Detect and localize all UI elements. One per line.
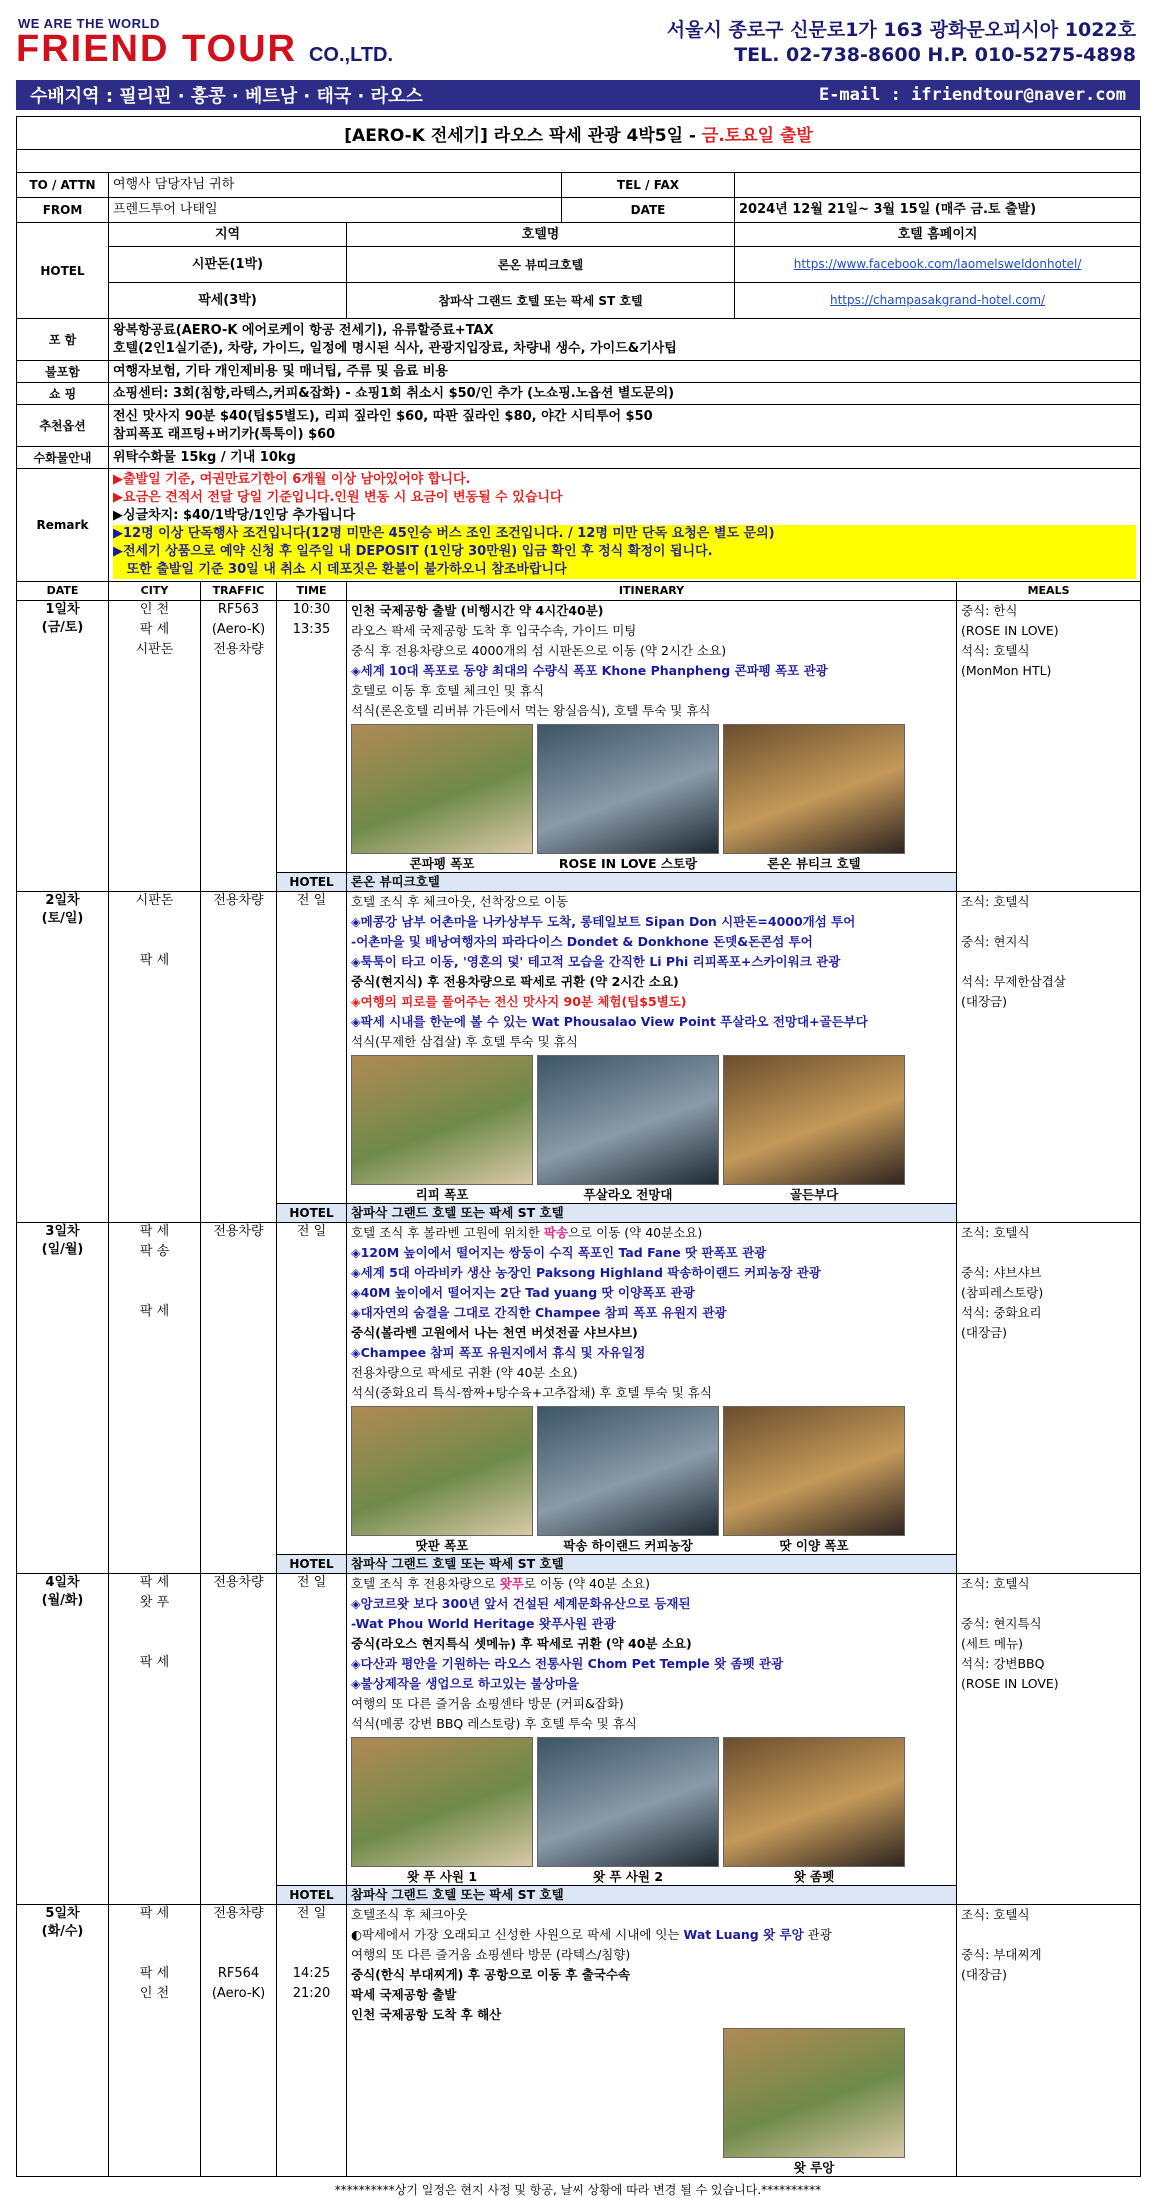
- photo-caption: 팍송 하이랜드 커피농장: [563, 1538, 693, 1553]
- photo-image: [351, 1406, 533, 1536]
- company-contact: [667, 18, 1136, 68]
- hotel-region: 시판돈(1박): [109, 247, 347, 283]
- photo-strip: [351, 724, 952, 872]
- col-itinerary: ITINERARY: [347, 582, 957, 601]
- photo-image: [351, 1055, 533, 1185]
- hotel-label: HOTEL: [17, 223, 109, 319]
- itinerary-line: 중식(한식 부대찌게) 후 공항으로 이동 후 출국수속: [351, 1967, 631, 1982]
- excluded-value: 여행자보험, 기타 개인제비용 및 매너팁, 주류 및 음료 비용: [109, 361, 1141, 383]
- col-meals: MEALS: [957, 582, 1141, 601]
- photo-image: [537, 1406, 719, 1536]
- photo-caption: 리피 폭포: [415, 1187, 469, 1202]
- day-itinerary: [347, 892, 957, 1204]
- col-traffic: TRAFFIC: [201, 582, 277, 601]
- itinerary-document: [16, 14, 1140, 2198]
- disclaimer-footer: **********상기 일정은 현지 사정 및 항공, 날씨 상황에 따라 변경 될 수 있습니다.**********: [334, 2183, 822, 2197]
- date-label: DATE: [562, 198, 735, 223]
- itinerary-line: 석식(무제한 삼겹살) 후 호텔 투숙 및 휴식: [351, 1034, 578, 1049]
- day-meals: 조식: 호텔식 중식: 현지식 석식: 무제한삼겹살 (대장금): [957, 892, 1141, 1223]
- photo-image: [723, 1406, 905, 1536]
- photo-caption: 푸살라오 전망대: [583, 1187, 673, 1202]
- day-hotel-name: 참파삭 그랜드 호텔 또는 팍세 ST 호텔: [347, 1886, 957, 1905]
- brand-name: FRIEND TOUR: [16, 28, 297, 70]
- photo-image: [723, 1055, 905, 1185]
- photo: [723, 1406, 905, 1554]
- day-city: 팍 세 팍 송 팍 세: [109, 1223, 201, 1574]
- remark-label: Remark: [17, 469, 109, 582]
- photo-image: [723, 1737, 905, 1867]
- day-itinerary: [347, 1223, 957, 1555]
- photo: [537, 1406, 719, 1554]
- itinerary-line: 석식(중화요리 특식-짬짜+탕수육+고추잡채) 후 호텔 투숙 및 휴식: [351, 1385, 712, 1400]
- day-meals: 조식: 호텔식 중식: 현지특식 (세트 메뉴) 석식: 강변BBQ (ROSE IN LOVE): [957, 1574, 1141, 1905]
- photo-caption: 콘파펭 폭포: [409, 856, 475, 871]
- itinerary-line: 여행의 또 다른 즐거움 쇼핑센타 방문 (커피&잡화): [351, 1696, 624, 1711]
- itinerary-line: 전용차량으로 팍세로 귀환 (약 40분 소요): [351, 1365, 578, 1380]
- options-value: 전신 맛사지 90분 $40(팁$5별도), 리피 짚라인 $60, 따판 짚라인 $80, 야간 시티투어 $50 참피폭포 래프팅+버기카(툭툭이) $60: [109, 405, 1141, 447]
- photo-caption: ROSE IN LOVE 스토랑: [558, 856, 698, 871]
- day-itinerary: [347, 1574, 957, 1886]
- quote-table: [16, 116, 1141, 2177]
- photo: [351, 1406, 533, 1554]
- included-value: 왕복항공료(AERO-K 에어로케이 항공 전세기), 유류할증료+TAX 호텔(2인1실기준), 차량, 가이드, 일정에 명시된 식사, 관광지입장료, 차량내 생수, 가이드&기사팁: [109, 319, 1141, 361]
- baggage-label: 수화물안내: [17, 447, 109, 469]
- telfax-value: [735, 173, 1141, 198]
- itinerary-line: ◈다산과 평안을 기원하는 라오스 전통사원 Chom Pet Temple 왓 좀펫 관광: [351, 1656, 784, 1671]
- hotel-col-site: 호텔 홈페이지: [735, 223, 1141, 247]
- photo-image: [537, 1055, 719, 1185]
- day-time: 전 일 14:25 21:20: [277, 1905, 347, 2177]
- itinerary-line: 여행의 또 다른 즐거움 쇼핑센타 방문 (라텍스/침향): [351, 1947, 631, 1962]
- options-label: 추천옵션: [17, 405, 109, 447]
- to-value: 여행사 담당자님 귀하: [109, 173, 562, 198]
- day-row: [17, 892, 1141, 1204]
- photo-image: [537, 1737, 719, 1867]
- itinerary-line: 석식(론온호텔 리버뷰 가든에서 먹는 왕실음식), 호텔 투숙 및 휴식: [351, 703, 711, 718]
- day-date: 2일차 (토/일): [17, 892, 109, 1223]
- date-value: 2024년 12월 21일~ 3월 15일 (매주 금.토 출발): [735, 198, 1141, 223]
- itinerary-line: ◈세계 5대 아라비카 생산 농장인 Paksong Highland 팍송하이랜드 커피농장 관광: [351, 1265, 821, 1280]
- hotel-website-link[interactable]: https://www.facebook.com/laomelsweldonhotel/: [793, 257, 1082, 271]
- company-address: 서울시 종로구 신문로1가 163 광화문오피시아 1022호: [666, 19, 1136, 41]
- blank-row: [17, 150, 1141, 173]
- itinerary-line: ◈세계 10대 폭포로 동양 최대의 수량식 폭포 Khone Phanpheng 콘파펭 폭포 관광: [351, 663, 828, 678]
- day-traffic: 전용차량: [201, 1574, 277, 1905]
- itinerary-line: ◈여행의 피로를 풀어주는 전신 맛사지 90분 체험(팁$5별도): [351, 994, 687, 1009]
- itinerary-line: 인천 국제공항 출발 (비행시간 약 4시간40분): [351, 603, 604, 618]
- day-hotel-name: 론온 뷰띠크호텔: [347, 873, 957, 892]
- day-meals: 조식: 호텔식 중식: 샤브샤브 (참피레스토랑) 석식: 중화요리 (대장금): [957, 1223, 1141, 1574]
- remark-body: [109, 469, 1141, 582]
- itinerary-line: -Wat Phou World Heritage 왓푸사원 관광: [351, 1616, 616, 1631]
- excluded-label: 불포함: [17, 361, 109, 383]
- telfax-label: TEL / FAX: [562, 173, 735, 198]
- itinerary-line: 호텔 조식 후 전용차량으로 왓푸로 이동 (약 40분 소요): [351, 1576, 650, 1591]
- photo: [723, 724, 905, 872]
- day-itinerary: [347, 601, 957, 873]
- hotel-col-name: 호텔명: [347, 223, 735, 247]
- photo-image: [723, 2028, 905, 2158]
- day-city: 인 천 팍 세 시판돈: [109, 601, 201, 892]
- shopping-label: 쇼 핑: [17, 383, 109, 405]
- baggage-value: 위탁수화물 15kg / 기내 10kg: [109, 447, 1141, 469]
- photo-image: [537, 724, 719, 854]
- photo-image: [723, 724, 905, 854]
- photo-caption: 왓 푸 사원 1: [406, 1869, 478, 1884]
- photo-strip: [351, 1406, 952, 1554]
- itinerary-line: -어촌마을 및 배낭여행자의 파라다이스 Dondet & Donkhone 돈뎃&돈콘섬 투어: [351, 934, 813, 949]
- photo: [537, 1055, 719, 1203]
- hotel-tag: HOTEL: [277, 1204, 347, 1223]
- hotel-tag: HOTEL: [277, 1886, 347, 1905]
- brand-logo: [16, 28, 393, 71]
- tagline: WE ARE THE WORLD: [18, 16, 160, 31]
- itinerary-line: 중식 후 전용차량으로 4000개의 섬 시판돈으로 이동 (약 2시간 소요): [351, 643, 727, 658]
- to-label: TO / ATTN: [17, 173, 109, 198]
- day-date: 5일차 (화/수): [17, 1905, 109, 2177]
- company-phone: TEL. 02-738-8600 H.P. 010-5275-4898: [734, 44, 1136, 66]
- itinerary-line: 팍세 국제공항 출발: [351, 1987, 457, 2002]
- photo: [723, 1737, 905, 1885]
- itinerary-line: ◈앙코르왓 보다 300년 앞서 건설된 세계문화유산으로 등재된: [351, 1596, 691, 1611]
- day-time: 전 일: [277, 892, 347, 1204]
- from-value: 프렌드투어 나태일: [109, 198, 562, 223]
- photo-caption: 골든부다: [789, 1187, 839, 1202]
- photo-caption: 왓 좀펫: [793, 1869, 835, 1884]
- document-title: [AERO-K 전세기] 라오스 팍세 관광 4박5일 - 금.토요일 출발: [17, 117, 1141, 150]
- day-city: 시판돈 팍 세: [109, 892, 201, 1223]
- itinerary-line: ◈대자연의 숨결을 그대로 간직한 Champee 참피 폭포 유원지 관광: [351, 1305, 727, 1320]
- day-row: [17, 1223, 1141, 1555]
- day-meals: 조식: 호텔식 중식: 부대찌게 (대장금): [957, 1905, 1141, 2177]
- day-date: 1일차 (금/토): [17, 601, 109, 892]
- itinerary-line: ◈불상제작을 생업으로 하고있는 불상마을: [351, 1676, 579, 1691]
- day-traffic: 전용차량 RF564 (Aero-K): [201, 1905, 277, 2177]
- day-traffic: RF563 (Aero-K) 전용차량: [201, 601, 277, 892]
- day-hotel-name: 참파삭 그랜드 호텔 또는 팍세 ST 호텔: [347, 1555, 957, 1574]
- day-traffic: 전용차량: [201, 892, 277, 1223]
- hotel-tag: HOTEL: [277, 873, 347, 892]
- itinerary-line: 중식(볼라벤 고원에서 나는 천연 버섯전골 샤브샤브): [351, 1325, 638, 1340]
- itinerary-line: 호텔조식 후 체크아웃: [351, 1907, 468, 1922]
- itinerary-line: ◈120M 높이에서 떨어지는 쌍둥이 수직 폭포인 Tad Fane 땃 판폭포 관광: [351, 1245, 767, 1260]
- day-time: 전 일: [277, 1574, 347, 1886]
- day-date: 3일차 (일/월): [17, 1223, 109, 1574]
- photo-caption: 론온 뷰티크 호텔: [767, 856, 861, 871]
- hotel-name: 론온 뷰띠크호텔: [347, 247, 735, 283]
- remark-line: ▶12명 이상 단독행사 조건입니다(12명 미만은 45인승 버스 조인 조건입니다. / 12명 미만 단독 요청은 별도 문의): [113, 525, 1136, 543]
- remark-line: ▶출발일 기준, 여권만료기한이 6개월 이상 남아있어야 합니다.: [113, 472, 471, 487]
- photo: [537, 1737, 719, 1885]
- remark-line: 또한 출발일 기준 30일 내 취소 시 데포짓은 환불이 불가하오니 참조바랍니다: [113, 561, 1136, 579]
- day-date: 4일차 (월/화): [17, 1574, 109, 1905]
- hotel-website-link[interactable]: https://champasakgrand-hotel.com/: [830, 293, 1046, 307]
- photo: [723, 2028, 905, 2176]
- photo-strip: [351, 2028, 952, 2176]
- day-city: 팍 세 팍 세 인 천: [109, 1905, 201, 2177]
- brand-suffix: CO.,LTD.: [308, 44, 394, 66]
- day-traffic: 전용차량: [201, 1223, 277, 1574]
- day-time: 10:30 13:35: [277, 601, 347, 873]
- photo: [351, 724, 533, 872]
- day-row: [17, 1905, 1141, 2177]
- hotel-tag: HOTEL: [277, 1555, 347, 1574]
- itinerary-line: 인천 국제공항 도착 후 해산: [351, 2007, 502, 2022]
- remark-line: ▶요금은 견적서 전달 당일 기준입니다.인원 변동 시 요금이 변동될 수 있습니다: [113, 490, 563, 505]
- itinerary-line: ◈Champee 참피 폭포 유원지에서 휴식 및 자유일정: [351, 1345, 646, 1360]
- photo-caption: 왓 루앙: [793, 2160, 835, 2175]
- photo: [351, 1737, 533, 1885]
- itinerary-line: 중식(현지식) 후 전용차량으로 팍세로 귀환 (약 2시간 소요): [351, 974, 679, 989]
- photo: [351, 1055, 533, 1203]
- itinerary-line: ◐팍세에서 가장 오래되고 신성한 사원으로 팍세 시내에 잇는 Wat Luang 왓 루앙 관광: [351, 1927, 832, 1942]
- photo-strip: [351, 1055, 952, 1203]
- itinerary-line: 석식(메콩 강변 BBQ 레스토랑) 후 호텔 투숙 및 휴식: [351, 1716, 637, 1731]
- photo-strip: [351, 1737, 952, 1885]
- itinerary-line: ◈메콩강 남부 어촌마을 나카상부두 도착, 롱테일보트 Sipan Don 시판돈=4000개섬 투어: [351, 914, 856, 929]
- remark-line: ▶싱글차지: $40/1박당/1인당 추가됩니다: [113, 508, 356, 523]
- itinerary-line: ◈40M 높이에서 떨어지는 2단 Tad yuang 땃 이양폭포 관광: [351, 1285, 695, 1300]
- hotel-col-region: 지역: [109, 223, 347, 247]
- letterhead: [16, 14, 1140, 74]
- itinerary-line: 중식(라오스 현지특식 셋메뉴) 후 팍세로 귀환 (약 40분 소요): [351, 1636, 692, 1651]
- photo-caption: 땃판 폭포: [415, 1538, 469, 1553]
- itinerary-line: 라오스 팍세 국제공항 도착 후 입국수속, 가이드 미팅: [351, 623, 637, 638]
- photo-image: [351, 724, 533, 854]
- itinerary-line: 호텔 조식 후 볼라벤 고원에 위치한 팍송으로 이동 (약 40분소요): [351, 1225, 703, 1240]
- itinerary-line: ◈툭툭이 타고 이동, '영혼의 덫' 테고적 모습을 간직한 Li Phi 리피폭포+스카이워크 관광: [351, 954, 841, 969]
- itinerary-line: 호텔 조식 후 체크아웃, 선착장으로 이동: [351, 894, 569, 909]
- photo: [723, 1055, 905, 1203]
- col-city: CITY: [109, 582, 201, 601]
- shopping-value: 쇼핑센터: 3회(침향,라텍스,커피&잡화) - 쇼핑1회 취소시 $50/인 추가 (노쇼핑.노옵션 별도문의): [109, 383, 1141, 405]
- regions-text: 수배지역 : 필리핀 · 홍콩 · 베트남 · 태국 · 라오스: [30, 86, 423, 107]
- hotel-region: 팍세(3박): [109, 283, 347, 319]
- photo-caption: 왓 푸 사원 2: [592, 1869, 664, 1884]
- day-hotel-name: 참파삭 그랜드 호텔 또는 팍세 ST 호텔: [347, 1204, 957, 1223]
- photo-caption: 땃 이양 폭포: [779, 1538, 849, 1553]
- day-itinerary: [347, 1905, 957, 2177]
- itinerary-line: 호텔로 이동 후 호텔 체크인 및 휴식: [351, 683, 544, 698]
- hotel-name: 참파삭 그랜드 호텔 또는 팍세 ST 호텔: [347, 283, 735, 319]
- remark-line: ▶전세기 상품으로 예약 신청 후 일주일 내 DEPOSIT (1인당 30만원) 입금 확인 후 정식 확정이 됩니다.: [113, 543, 1136, 561]
- included-label: 포 함: [17, 319, 109, 361]
- from-label: FROM: [17, 198, 109, 223]
- itinerary-line: ◈팍세 시내를 한눈에 볼 수 있는 Wat Phousalao View Point 푸살라오 전망대+골든부다: [351, 1014, 868, 1029]
- regions-band: [16, 80, 1140, 110]
- company-email[interactable]: E-mail : ifriendtour@naver.com: [818, 85, 1126, 105]
- day-city: 팍 세 왓 푸 팍 세: [109, 1574, 201, 1905]
- day-time: 전 일: [277, 1223, 347, 1555]
- day-meals: 중식: 한식 (ROSE IN LOVE) 석식: 호텔식 (MonMon HTL): [957, 601, 1141, 892]
- day-row: [17, 1574, 1141, 1886]
- col-date: DATE: [17, 582, 109, 601]
- col-time: TIME: [277, 582, 347, 601]
- photo-image: [351, 1737, 533, 1867]
- day-row: [17, 601, 1141, 873]
- photo: [537, 724, 719, 872]
